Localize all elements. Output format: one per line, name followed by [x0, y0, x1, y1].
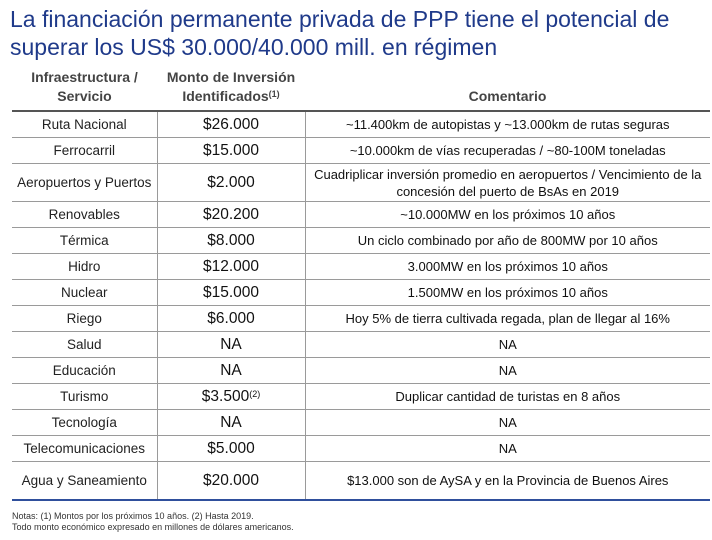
sector-cell: Ferrocarril — [53, 143, 115, 158]
footnote-line-1: Notas: (1) Montos por los próximos 10 años. (2) Hasta 2019. — [12, 511, 254, 521]
amount-value: $20.000 — [202, 472, 260, 489]
comment-cell: 3.000MW en los próximos 10 años — [407, 259, 608, 274]
amount-value: $15.000 — [202, 142, 260, 159]
table-row — [12, 138, 710, 164]
comment-cell: NA — [498, 415, 517, 430]
sector-cell: Tecnología — [51, 415, 117, 430]
footnotes — [12, 511, 710, 533]
comment-cell: NA — [498, 337, 517, 352]
comment-cell: ~11.400km de autopistas y ~13.000km de rutas seguras — [345, 117, 670, 132]
amount-value: $15.000 — [202, 284, 260, 301]
amount-value: NA — [220, 336, 242, 353]
sector-cell: Hidro — [68, 259, 101, 274]
amount-value: $26.000 — [202, 116, 260, 133]
table-row — [12, 202, 710, 228]
amount-cell — [157, 410, 305, 436]
amount-value: NA — [220, 362, 242, 379]
sector-cell: Aeropuertos y Puertos — [17, 175, 152, 190]
amount-footnote: (2) — [249, 389, 261, 399]
amount-cell — [157, 228, 305, 254]
table-row — [12, 306, 710, 332]
table-row — [12, 436, 710, 462]
amount-cell — [157, 164, 305, 202]
amount-cell — [157, 254, 305, 280]
comment-cell: Un ciclo combinado por año de 800MW por 10 años — [357, 233, 658, 248]
table-row — [12, 410, 710, 436]
sector-cell: Renovables — [48, 207, 120, 222]
header-sector: Infraestructura / Servicio — [31, 69, 138, 104]
comment-cell: Cuadriplicar inversión promedio en aeropuertos / Vencimiento de la concesión del puerto de BsAs en 2019 — [314, 166, 702, 199]
amount-cell — [157, 462, 305, 501]
amount-cell — [157, 436, 305, 462]
amount-value: $3.500 — [201, 388, 250, 405]
table-row — [12, 254, 710, 280]
sector-cell: Nuclear — [60, 285, 108, 300]
table-row — [12, 358, 710, 384]
comment-cell: ~10.000MW en los próximos 10 años — [400, 207, 616, 222]
comment-cell: NA — [498, 441, 517, 456]
table-row — [12, 384, 710, 410]
comment-cell: ~10.000km de vías recuperadas / ~80-100M toneladas — [349, 143, 666, 158]
sector-cell: Salud — [66, 337, 102, 352]
comment-cell: Hoy 5% de tierra cultivada regada, plan de llegar al 16% — [345, 311, 670, 326]
amount-cell — [157, 332, 305, 358]
table-row — [12, 462, 710, 501]
table-row — [12, 280, 710, 306]
amount-cell — [157, 111, 305, 138]
amount-value: $12.000 — [202, 258, 260, 275]
investment-table — [12, 62, 710, 501]
sector-cell: Térmica — [59, 233, 109, 248]
table-header-row — [12, 62, 710, 111]
table-row — [12, 332, 710, 358]
sector-cell: Turismo — [60, 389, 109, 404]
sector-cell: Educación — [52, 363, 116, 378]
amount-cell — [157, 202, 305, 228]
amount-value: $20.200 — [202, 206, 260, 223]
comment-cell: Duplicar cantidad de turistas en 8 años — [395, 389, 621, 404]
table-row — [12, 228, 710, 254]
amount-cell — [157, 358, 305, 384]
page-title: La financiación permanente privada de PPP tiene el potencial de superar los US$ 30.000/40.000 mill. en régimen — [10, 6, 670, 60]
amount-value: $8.000 — [207, 232, 255, 249]
sector-cell: Agua y Saneamiento — [21, 473, 147, 488]
header-amount-footnote: (1) — [268, 89, 280, 99]
amount-cell — [157, 138, 305, 164]
amount-value: $6.000 — [207, 310, 255, 327]
comment-cell: 1.500MW en los próximos 10 años — [407, 285, 608, 300]
amount-value: $2.000 — [207, 174, 255, 191]
amount-cell — [157, 306, 305, 332]
footnote-line-2: Todo monto económico expresado en millones de dólares americanos. — [12, 522, 294, 532]
amount-value: NA — [220, 414, 242, 431]
amount-cell — [157, 384, 305, 410]
amount-cell — [157, 280, 305, 306]
sector-cell: Ruta Nacional — [41, 117, 127, 132]
sector-cell: Telecomunicaciones — [23, 441, 146, 456]
table-row — [12, 111, 710, 138]
header-comment: Comentario — [468, 88, 547, 104]
amount-value: $5.000 — [207, 440, 255, 457]
comment-cell: NA — [498, 363, 517, 378]
sector-cell: Riego — [66, 311, 102, 326]
header-amount: Monto de Inversión Identificados$^{(1)}$ — [166, 69, 296, 104]
table-row — [12, 164, 710, 202]
comment-cell: $13.000 son de AySA y en la Provincia de Buenos Aires — [347, 473, 669, 488]
